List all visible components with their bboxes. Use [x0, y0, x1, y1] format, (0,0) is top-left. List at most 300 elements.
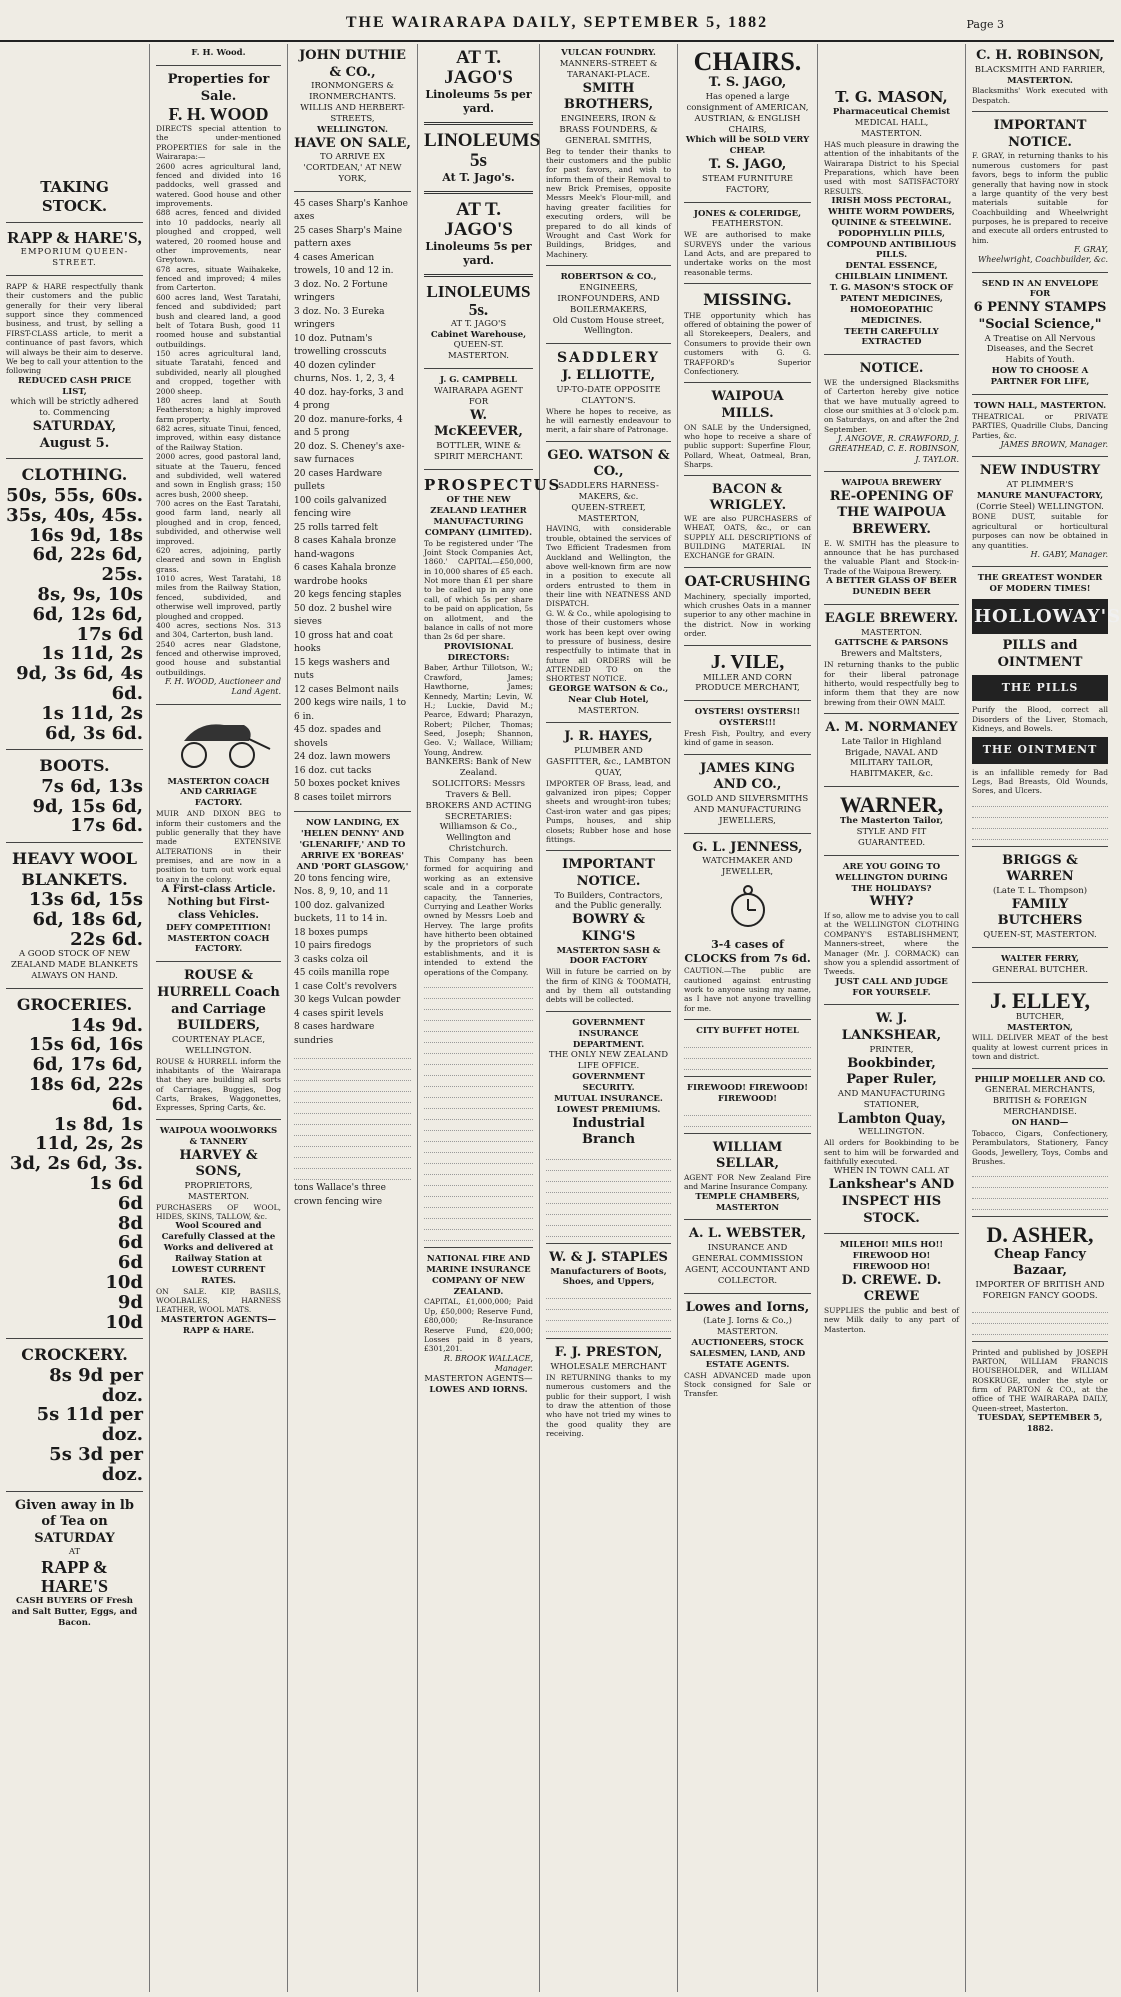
prospectus: PROSPECTUS	[424, 475, 562, 494]
oysters: OYSTERS! OYSTERS!! OYSTERS!!!	[694, 707, 801, 729]
footer-sub: CASH BUYERS OF Fresh and Salt Butter, Eggs, and Bacon.	[11, 1596, 138, 1628]
watson-sub: SADDLERS HARNESS-MAKERS, &c.	[558, 480, 659, 502]
preston-sub: WHOLESALE MERCHANT	[550, 1361, 667, 1372]
lowes-iorns: Lowes and Iorns,	[685, 1299, 810, 1315]
have-on-sale: HAVE ON SALE,	[294, 135, 411, 151]
smith-sub: ENGINEERS, IRON & BRASS FOUNDERS, & GENERAL SMITHS,	[559, 113, 658, 146]
staples: W. & J. STAPLES	[549, 1249, 668, 1265]
stock-item: 20 doz. manure-forks, 4 and 5 prong	[294, 414, 403, 439]
jago-ad-title: LINOLEUMS 5s.	[426, 282, 531, 319]
stock-item: 8 cases Kahala bronze hand-wagons	[294, 536, 397, 560]
stock-item: 40 dozen cylinder churns, Nos. 1, 2, 3, 4	[294, 360, 395, 385]
property-item: 2540 acres near Gladstone, fenced and otherwise improved, good house and substantial outbuildings.	[156, 639, 281, 677]
eagle-sub: MASTERTON.	[860, 627, 923, 638]
treatise: A Treatise on All Nervous Diseases, and the Secret Habits of Youth.	[984, 333, 1096, 366]
hayes-text: IMPORTER OF Brass, lead, and galvanized iron pipes; Copper sheets and wrought-iron tubes; Cast-iron water and gas pipes; Pumps, houses, and ship closets; Rubber hose and hose fittings.	[546, 778, 671, 844]
column-chairs	[678, 44, 818, 1992]
column-robinson	[966, 44, 1121, 1992]
crockery-price: 5s 11d per doz.	[36, 1404, 143, 1446]
duthie-sub2: WILLIS AND HERBERT-STREETS,	[300, 103, 405, 124]
stock-item: 40 doz. hay-forks, 3 and 4 prong	[294, 387, 404, 412]
carriage-illustration	[156, 711, 281, 771]
caution: CAUTION.—The public are cautioned against entrusting work to anyone using my name, as I have not anyone travelling for me.	[684, 966, 811, 1013]
asher-text: IMPORTER OF BRITISH AND FOREIGN FANCY GOODS.	[975, 1279, 1105, 1301]
notice-text: WE the undersigned Blacksmiths of Carterton hereby give notice that we have mutually agreed to close our smithies at 3 o'clock p.m. on Saturdays, on and after the 2nd September.	[824, 377, 959, 434]
column-rapp-hare	[0, 44, 150, 1992]
gray: F. GRAY,	[1073, 245, 1108, 255]
holloway-banner: HOLLOWAY'S	[972, 599, 1108, 634]
prospectus-body: This Company has been formed for acquiring and working as an extensive scale and in a corporate capacity, the Tanneries, Currying and Leather Works owned by Messrs Loeb and Hervey. The large profits have hitherto been obtained by the proprietors of such establishments, and it is intended to extend the operations of the Company.	[424, 855, 533, 977]
duthie-sub1: IRONMONGERS & IRONMERCHANTS.	[309, 81, 396, 103]
elley-text: WILL DELIVER MEAT of the best quality at lowest current prices in town and district.	[972, 1033, 1108, 1062]
grocery-price: 14s 9d.	[70, 1014, 143, 1036]
wool-text: Wool Scoured and Carefully Classed at the Works and delivered at Railway Station at LOWEST CURRENT RATES.	[161, 1221, 276, 1286]
manure: MANURE MANUFACTORY,	[976, 490, 1104, 501]
directors-heading: PROVISIONAL DIRECTORS:	[443, 641, 514, 663]
clothing-price: 35s, 40s, 45s.	[6, 504, 143, 526]
grocery-price: 1s 6d	[88, 1172, 143, 1194]
national-manager: R. BROOK WALLACE, Manager.	[443, 1353, 533, 1373]
new-industry: NEW INDUSTRY	[979, 463, 1101, 479]
warner-sub: The Masterton Tailor,	[839, 816, 944, 827]
normaney: A. M. NORMANEY	[825, 720, 958, 736]
lowes-text: AUCTIONEERS, STOCK SALESMEN, LAND, AND ESTATE AGENTS.	[689, 1337, 806, 1370]
brown: JAMES BROWN, Manager.	[1000, 439, 1108, 449]
watson-text: HAVING, with considerable trouble, obtained the services of Two Efficient Tradesmen from Auckland and Wellington, the above well-known firm are now in a position to execute all orders entrusted to them in their line with NEATNESS AND DISPATCH.	[546, 524, 671, 609]
blanket-note: A GOOD STOCK OF NEW ZEALAND MADE BLANKETS ALWAYS ON HAND.	[10, 949, 139, 982]
walter-ferry: WALTER FERRY,	[1000, 953, 1080, 964]
rouse-text: ROUSE & HURRELL inform the inhabitants of the Wairarapa that they are building all sorts of Carriages, Buggies, Dog Carts, Brakes, Waggonettes, Expresses, Spring Carts, &c.	[156, 1056, 281, 1113]
robertson: ROBERTSON & CO.,	[560, 272, 657, 282]
clothing-price: 50s, 55s, 60s.	[6, 484, 143, 506]
firewood: FIREWOOD! FIREWOOD! FIREWOOD!	[687, 1082, 808, 1104]
stock-item-last: tons Wallace's three crown fencing wire	[294, 1183, 386, 1207]
first-class: A First-class Article.	[161, 884, 276, 896]
stock-item: 100 coils galvanized fencing wire	[294, 495, 387, 520]
bowry-sub: MASTERTON SASH & DOOR FACTORY	[556, 945, 661, 967]
watson-text2: G. W. & Co., while apologising to those of their customers whose work has been kept over owing to pressure of business, desire respectfully to intimate that in future all ORDERS will be ATTENDED TO on the SHORTEST NOTICE.	[546, 608, 671, 684]
mason-text: HAS much pleasure in drawing the attention of the inhabitants of the Wairarapa District to his Special Preparations, which have been used with most SATISFACTORY RESULTS.	[824, 139, 959, 196]
taking-stock-heading: TAKING STOCK.	[40, 178, 109, 216]
column-wood	[150, 44, 288, 1992]
grocery-price: 9d	[117, 1291, 143, 1313]
jago-chairs: T. S. JAGO,	[708, 75, 787, 91]
harvey-text: PURCHASERS OF WOOL, HIDES, SKINS, TALLOW, &c.	[156, 1202, 281, 1221]
watson-hotel-sub: MASTERTON.	[577, 705, 640, 716]
crockery-heading: CROCKERY.	[21, 1345, 128, 1365]
robinson-text: Blacksmiths' Work executed with Despatch.	[972, 86, 1108, 105]
secretaries: BROKERS AND ACTING SECRETARIES: Williamson & Co., Wellington and Christchurch.	[425, 800, 532, 855]
stock-item: 45 coils manilla rope	[294, 968, 390, 979]
moeller-sub: GENERAL MERCHANTS, BRITISH & FOREIGN MERCHANDISE.	[984, 1085, 1096, 1118]
wood-header: F. H. Wood.	[191, 48, 246, 58]
grocery-price: 6d	[117, 1232, 143, 1254]
gov-security: GOVERNMENT SECURITY.	[572, 1072, 645, 1094]
clothing-price: 16s 9d, 18s 6d, 22s 6d, 25s.	[28, 524, 143, 586]
jenness: G. L. JENNESS,	[692, 839, 803, 855]
newspaper-title: THE WAIRARAPA DAILY, SEPTEMBER 5, 1882	[345, 14, 769, 31]
homeopathic: HOMOEOPATHIC MEDICINES.	[849, 304, 934, 326]
stock-item: 24 doz. lawn mowers	[294, 752, 391, 763]
webster: A. L. WEBSTER,	[688, 1226, 807, 1242]
cash-advanced: CASH ADVANCED made upon Stock consigned for Sale or Transfer.	[684, 1370, 811, 1399]
wood-signature: F. H. WOOD, Auctioneer and Land Agent.	[164, 677, 281, 697]
why-text: If so, allow me to advise you to call at the WELLINGTON CLOTHING COMPANY'S ESTABLISHMENT, Manners-street, where the Manager (Mr. J. CORMACK) can show you a splendid assortment of Tweeds.	[824, 911, 959, 977]
rapp-hare-intro: RAPP & HARE respectfully thank their customers and the public generally for their very liberal support since they commenced business, and trust, by selling a FIRST-CLASS article, to merit a continuance of past favors, which will always be their aim to deserve. We beg to call your attention to the following	[6, 281, 143, 376]
robinson-addr: MASTERTON.	[1007, 75, 1073, 86]
column-jago	[418, 44, 562, 1992]
pills-ointment: PILLS and OINTMENT	[997, 637, 1083, 670]
stock-item: 10 pairs firedogs	[294, 941, 372, 952]
page-number: Page 3	[966, 18, 1004, 31]
stock-item: 18 boxes pumps	[294, 927, 368, 938]
property-item: 688 acres, fenced and divided into 10 paddocks, nearly all ploughed and cropped, well watered, 20 roomed house and other improvements, near Greytown.	[156, 208, 281, 265]
bacon-text: WE are also PURCHASERS of WHEAT, OATS, &c., or can SUPPLY ALL DESCRIPTIONS of BUILDING MATERIAL IN EXCHANGE for GRAIN.	[684, 513, 811, 561]
stock-item: 4 cases American trowels, 10 and 12 in.	[294, 252, 394, 277]
stamps: 6 PENNY STAMPS	[973, 300, 1107, 316]
lankshear-city: WELLINGTON.	[858, 1127, 925, 1138]
social-science: "Social Science,"	[978, 316, 1102, 332]
stock-item: 8 cases toilet mirrors	[294, 792, 392, 803]
briggs-warren: BRIGGS & WARREN	[1002, 852, 1078, 885]
smith-text: Beg to tender their thanks to their customers and the public for past favors, and wish to inform them of their Removal to new Brick Premises, opposite Messrs Meek's Flour-mill, and having greater facilities for executing orders, will be prepared to do all kinds of Wrought and Cast Work for Buildings, Bridges, and Machinery.	[546, 146, 671, 259]
mason-sub: Pharmaceutical Chemist	[832, 107, 951, 118]
jago2: T. S. JAGO,	[708, 157, 787, 173]
better-glass: A BETTER GLASS OF BEER	[826, 576, 957, 587]
bankers: BANKERS: Bank of New Zealand.	[425, 757, 532, 779]
national-title: NATIONAL FIRE AND MARINE INSURANCE COMPANY OF NEW ZEALAND.	[426, 1253, 531, 1297]
defy: DEFY COMPETITION!	[166, 922, 271, 933]
stock-item: 45 doz. spades and shovels	[294, 725, 382, 749]
stock-item: 8 cases hardware sundries	[294, 1022, 375, 1046]
dunedin-beer: DUNEDIN BEER	[852, 587, 931, 598]
property-item: 1010 acres, West Taratahi, 18 miles from the Railway Station, fenced, subdivided, and otherwise well improved, partly ploughed and cropped.	[156, 574, 281, 621]
stock-item: 30 kegs Vulcan powder	[294, 995, 401, 1006]
on-sale: ON SALE. KIP, BASILS, WOOLBALES, HARNESS LEATHER, WOOL MATS.	[156, 1286, 281, 1315]
stock-item: 3 casks colza oil	[294, 954, 369, 965]
harvey-footer: MASTERTON AGENTS—RAPP & HARE.	[160, 1314, 277, 1336]
waipoua: WAIPOUA	[711, 389, 784, 405]
foundry-sub: MANNERS-STREET & TARANAKI-PLACE.	[559, 58, 658, 80]
arrive-label: TO ARRIVE EX 'CORTDEAN,' AT NEW YORK,	[303, 152, 402, 184]
imprint: Printed and published by JOSEPH PARTON, WILLIAM FRANCIS HOUSEHOLDER, and WILLIAM ROSKRUGE, under the style or firm of PARTON & CO., at the office of THE WAIRARAPA DAILY, Queen-street, Masterton.	[972, 1347, 1108, 1413]
stock-item: 1 case Colt's revolvers	[294, 981, 397, 992]
plimmer: AT PLIMMER'S	[1006, 479, 1074, 490]
gaby: H. GABY, Manager.	[1030, 549, 1108, 559]
given-away: Given away in lb of Tea on SATURDAY	[15, 1497, 134, 1546]
harvey-sub: PROPRIETORS, MASTERTON.	[184, 1180, 253, 1202]
boots-heading: BOOTS.	[39, 756, 110, 776]
oat-text: Machinery, specially imported, which crushes Oats in a manner superior to any other machine in the district. Now in working order.	[684, 591, 811, 639]
rapp-hare-name: RAPP & HARE'S,	[7, 228, 142, 248]
stock-item: 100 doz. galvanized buckets, 11 to 14 in.	[294, 900, 388, 925]
notice-sub: To Builders, Contractors, and the Public generally.	[554, 890, 663, 912]
stock-item: 12 cases Belmont nails	[294, 684, 399, 695]
jago2-sub: STEAM FURNITURE FACTORY,	[702, 173, 793, 195]
waipoua-mills: MILLS.	[721, 405, 774, 421]
national-firm: LOWES AND IORNS.	[429, 1384, 528, 1395]
lankshear: W. J. LANKSHEAR,	[841, 1011, 942, 1044]
webster-sub: INSURANCE AND GENERAL COMMISSION AGENT, ACCOUNTANT AND COLLECTOR.	[685, 1243, 810, 1286]
jago-ad-sub: AT T. JAGO'S	[450, 318, 507, 329]
duthie-title: JOHN DUTHIE & CO.,	[299, 48, 406, 80]
pills-banner: THE PILLS	[972, 675, 1108, 701]
dental-essence: DENTAL ESSENCE,	[845, 261, 938, 272]
gray-sub: Wheelwright, Coachbuilder, &c.	[978, 255, 1108, 265]
lankshear-shop: Lankshear's AND INSPECT HIS STOCK.	[828, 1177, 955, 1226]
solicitors: SOLICITORS: Messrs Travers & Bell.	[432, 778, 525, 800]
watson-hotel: GEORGE WATSON & Co., Near Club Hotel,	[548, 683, 669, 705]
grocery-price: 8d	[117, 1212, 143, 1234]
industrial-branch: Industrial Branch	[572, 1115, 645, 1148]
teeth: TEETH CAREFULLY EXTRACTED	[844, 326, 939, 348]
stock-item: 6 cases Kahala bronze wardrobe hooks	[294, 563, 397, 587]
lankshear-text: All orders for Bookbinding to be sent to him will be forwarded and faithfully executed.	[824, 1138, 959, 1167]
stock-item: 4 cases spirit levels	[294, 1008, 384, 1019]
grocery-price: 6d	[117, 1192, 143, 1214]
jago-ad-sub: Linoleums 5s per yard.	[425, 239, 532, 267]
eagle-brewery: EAGLE BREWERY.	[824, 610, 959, 626]
gattsche: GATTSCHE & PARSONS	[834, 638, 949, 649]
when-in-town: WHEN IN TOWN CALL AT	[833, 1166, 950, 1177]
greatest-wonder: THE GREATEST WONDER OF MODERN TIMES!	[977, 573, 1103, 595]
mckeever: W. McKEEVER,	[434, 407, 523, 440]
jones-sub: FEATHERSTON.	[711, 219, 784, 230]
saddlery: SADDLERY	[557, 350, 660, 367]
lankshear-sub: PRINTER,	[869, 1044, 914, 1055]
coach-factory: MASTERTON COACH FACTORY.	[167, 933, 270, 955]
wood-name: F. H. WOOD	[168, 104, 269, 125]
chilblain: CHILBLAIN LINIMENT.	[835, 272, 948, 283]
brewery-title: RE-OPENING OF THE WAIPOUA BREWERY.	[829, 488, 954, 538]
jones-coleridge: JONES & COLERIDGE,	[693, 208, 802, 219]
clock-illustration	[684, 884, 811, 932]
oyster-text: Fresh Fish, Poultry, and every kind of game in season.	[684, 729, 811, 748]
rapp-hare-address: EMPORIUM QUEEN-STREET.	[20, 247, 129, 269]
elley-addr: MASTERTON,	[1007, 1022, 1073, 1033]
bowry-king: BOWRY & KING'S	[571, 912, 646, 944]
wood-intro: DIRECTS special attention to the under-mentioned PROPERTIES for sale in the Wairarapa:—	[156, 124, 281, 162]
foundry-title: VULCAN FOUNDRY.	[561, 48, 656, 58]
list-date: SATURDAY, August 5.	[32, 419, 117, 451]
clothing-price: 1s 11d, 2s 9d, 3s 6d, 4s 6d.	[16, 643, 143, 704]
stock-item: 25 rolls tarred felt	[294, 522, 378, 533]
bone-dust: BONE DUST, suitable for agricultural or horticultural purposes can now be obtained in any quantities.	[972, 512, 1108, 550]
mckeever-sub: BOTTLER, WINE & SPIRIT MERCHANT.	[434, 441, 523, 462]
sellar-sub: AGENT FOR New Zealand Fire and Marine Insurance Company.	[684, 1172, 811, 1192]
robinson: C. H. ROBINSON,	[976, 48, 1104, 63]
waipoua-text: ON SALE by the Undersigned, who hope to receive a share of public support: Superfine Flour, Pollard, Wheat, Oatmeal, Bran, Sharps.	[684, 422, 811, 470]
partner: HOW TO CHOOSE A PARTNER FOR LIFE,	[990, 366, 1090, 388]
warner-text: STYLE AND FIT GUARANTEED.	[856, 827, 927, 848]
stock-item: 15 kegs washers and nuts	[294, 657, 390, 682]
gattsche-text: IN returning thanks to the public for their liberal patronage hitherto, would respectfully beg to inform them that they are now brewing from their OWN MALT.	[824, 660, 959, 707]
property-item: 2000 acres, good pastoral land, situate at the Taueru, fenced and subdivided, well watered and sown in English grass; 150 acres bush, 2000 sheep.	[156, 452, 281, 499]
lankshear-mfg: AND MANUFACTURING STATIONER,	[837, 1088, 946, 1110]
stock-item: 20 kegs fencing staples	[294, 590, 402, 601]
milehoi: MILEHOI! MILS HO!!	[839, 1240, 944, 1251]
jago-ad-title: LINOLEUMS 5s	[424, 130, 541, 171]
campbell: J. G. CAMPBELL	[440, 375, 517, 386]
chairs-heading: CHAIRS.	[693, 47, 802, 76]
property-item: 682 acres, situate Tinui, fenced, improved, within easy distance of the Railway Station.	[156, 424, 281, 452]
stock-item: 3 doz. No. 3 Eureka wringers	[294, 306, 385, 331]
grocery-price: 10d	[105, 1311, 143, 1333]
smiths: J. ANGOVE, R. CRAWFORD, J. GREATHEAD, C. E. ROBINSON, J. TAYLOR.	[828, 434, 959, 464]
stock-item: 10 gross hat and coat hooks	[294, 630, 393, 655]
ointment-text: is an infallible remedy for Bad Legs, Bad Breasts, Old Wounds, Sores, and Ulcers.	[972, 767, 1108, 796]
clothing-heading: CLOTHING.	[21, 465, 128, 485]
crockery-price: 8s 9d per doz.	[49, 1364, 143, 1406]
hand-list: Tobacco, Cigars, Confectionery, Perambulators, Stationery, Fancy Goods, Jewellery, Toys, Combs and Brushes.	[972, 1128, 1108, 1167]
city-buffet: CITY BUFFET HOTEL	[696, 1026, 799, 1037]
gov-insurance: GOVERNMENT INSURANCE DEPARTMENT.	[572, 1017, 645, 1050]
campbell-for: FOR	[468, 396, 489, 407]
list-sub: which will be strictly adhered to. Commencing	[10, 397, 139, 419]
jago-address: QUEEN-ST. MASTERTON.	[447, 340, 510, 362]
pills-text: Purify the Blood, correct all Disorders of the Liver, Stomach, Kidneys, and Bowels.	[972, 705, 1108, 734]
jones-text: WE are authorised to make SURVEYS under the various Land Acts, and are prepared to undertake works on the most reasonable terms.	[684, 230, 811, 277]
ointment-banner: THE OINTMENT	[972, 737, 1108, 763]
theatre: THEATRICAL or PRIVATE PARTIES, Quadrille Clubs, Dancing Parties, &c.	[972, 411, 1108, 440]
jago-ad-title: AT T. JAGO'S	[444, 198, 513, 240]
vile-sub: MILLER AND CORN PRODUCE MERCHANT,	[695, 672, 800, 694]
coach-title: MASTERTON COACH AND CARRIAGE FACTORY.	[167, 776, 270, 809]
briggs-sub: (Late T. L. Thompson)	[992, 885, 1088, 896]
coach-text: MUIR AND DIXON BEG to inform their customers and the public generally that they have made EXTENSIVE ALTERATIONS in their premises, and are now in a position to turn out work equal to any in the colony.	[156, 809, 281, 884]
town-hall: TOWN HALL, MASTERTON.	[973, 400, 1107, 411]
gov-sub: THE ONLY NEW ZEALAND LIFE OFFICE.	[548, 1050, 669, 1072]
gattsche-sub: Brewers and Maltsters,	[840, 649, 943, 660]
blanket-price: 13s 6d, 15s 6d, 18s 6d, 22s 6d.	[28, 889, 143, 950]
podophyllin: PODOPHYLLIN PILLS, COMPOUND ANTIBILIOUS PILLS.	[826, 228, 957, 261]
hayes: J. R. HAYES,	[564, 729, 653, 745]
stock-item: 3 doz. No. 2 Fortune wringers	[294, 279, 388, 304]
why: WHY?	[869, 894, 914, 910]
imprint-date: TUESDAY, SEPTEMBER 5, 1882.	[977, 1413, 1103, 1435]
property-item: 2600 acres agricultural land, fenced and divided into 16 paddocks, well grassed and watered. Good house and other improvements.	[156, 161, 281, 209]
jago-ad-sub: At T. Jago's.	[442, 170, 515, 184]
vile: J. VILE,	[710, 650, 785, 673]
brewery-text: E. W. SMITH has the pleasure to announce that he has purchased the valuable Plant and Stock-in-Trade of the Waipoua Brewery.	[824, 538, 959, 576]
column-mason	[818, 44, 966, 1992]
prospectus-text: To be registered under 'The Joint Stock Companies Act, 1860.' CAPITAL—£50,000, in 10,000 shares of £5 each. Not more than £1 per share to be called up in any one call, of which 5s per share to be paid on application, 5s on allotment, and the balance in calls of not more than 2s 6d per share.	[424, 538, 533, 642]
moeller: PHILIP MOELLER AND CO.	[974, 1074, 1106, 1085]
temple-chambers: TEMPLE CHAMBERS, MASTERTON	[695, 1191, 800, 1213]
hayes-sub: PLUMBER AND GASFITTER, &c., LAMBTON QUAY,	[546, 746, 671, 778]
property-item: 600 acres land, West Taratahi, fenced and subdivided; part bush and cleared land, a good belt of Totara Bush, good 11 roomed house and substantial outbuildings.	[156, 292, 281, 349]
mason-hall: MEDICAL HALL, MASTERTON.	[854, 118, 929, 139]
rouse-sub: COURTENAY PLACE, WELLINGTON.	[171, 1034, 266, 1056]
stock-item: 45 cases Sharp's Kanhoe axes	[294, 198, 408, 223]
elley: J. ELLEY,	[989, 987, 1091, 1013]
king-sub: GOLD AND SILVERSMITHS AND MANUFACTURING JEWELLERS,	[686, 794, 809, 826]
rouse-title: ROUSE & HURRELL Coach and Carriage BUILDERS,	[157, 968, 280, 1034]
robertson-sub: ENGINEERS, IRONFOUNDERS, AND BOILERMAKERS,	[557, 282, 660, 315]
robinson-sub: BLACKSMITH AND FARRIER,	[974, 64, 1106, 75]
jago-chairs-sub: Has opened a large consignment of AMERICAN, AUSTRIAN, & ENGLISH CHAIRS,	[686, 91, 809, 135]
lowes-sub: (Late J. Iorns & Co.,) MASTERTON.	[703, 1316, 792, 1338]
missing: MISSING.	[703, 290, 792, 310]
duthie-sub3: WELLINGTON.	[317, 124, 388, 135]
clothing-price: 1s 11d, 2s 6d, 3s 6d.	[41, 702, 143, 744]
family-butchers: FAMILY BUTCHERS	[997, 896, 1083, 929]
at-label: AT	[68, 1547, 81, 1558]
jago-ad-title: AT T. JAGO'S	[444, 47, 513, 88]
now-landing: NOW LANDING, EX 'HELEN DENNY' AND 'GLENARIFF,' AND TO ARRIVE EX 'BOREAS' AND 'PORT GLASGOW,'	[296, 818, 409, 872]
watson-addr: QUEEN-STREET, MASTERTON,	[571, 502, 646, 524]
campbell-sub: WAIRARAPA AGENT	[434, 386, 523, 397]
masthead	[0, 0, 1114, 42]
column-foundry	[540, 44, 678, 1992]
asher: D. ASHER,	[986, 1222, 1094, 1248]
stock-item: 20 cases Hardware pullets	[294, 468, 383, 493]
nothing-but: Nothing but First-class Vehicles.	[167, 897, 270, 921]
stock-item: 200 kegs wire nails, 1 to 6 in.	[294, 698, 407, 722]
quinine: QUININE & STEELWINE.	[831, 217, 952, 228]
elliotte: J. ELLIOTTE,	[561, 368, 656, 384]
ferry-sub: GENERAL BUTCHER.	[992, 964, 1088, 975]
stock-item: 16 doz. cut tacks	[294, 765, 372, 776]
warner: WARNER,	[839, 792, 944, 818]
footer-firm: RAPP & HARE'S	[40, 1557, 109, 1597]
reduced-price-list: REDUCED CASH PRICE LIST,	[17, 375, 132, 397]
envelope: SEND IN AN ENVELOPE FOR	[981, 278, 1099, 300]
property-item: 150 acres agricultural land, situate Taratahi, fenced and subdivided, nearly all ploughed and cropped, together with 2000 sheep.	[156, 349, 281, 396]
stock-item: 20 tons fencing wire, Nos. 8, 9, 10, and 11	[294, 873, 391, 898]
property-item: 700 acres on the East Taratahi, good farm land, nearly all ploughed and in crop, fenced, subdivided, and otherwise well improved.	[156, 499, 281, 546]
on-hand: ON HAND—	[1011, 1118, 1069, 1129]
white-worm: WHITE WORM POWDERS,	[828, 206, 955, 217]
groceries-heading: GROCERIES.	[16, 995, 133, 1015]
preston: F. J. PRESTON,	[554, 1345, 663, 1361]
james-king: JAMES KING AND CO.,	[700, 760, 795, 793]
stock-item: 50 doz. 2 bushel wire sieves	[294, 603, 392, 628]
prospectus-sub: OF THE NEW ZEALAND LEATHER MANUFACTURING COMPANY (LIMITED).	[424, 495, 533, 538]
elliotte-text: Where he hopes to receive, as he will earnestly endeavour to merit, a fair share of Patronage.	[546, 406, 671, 435]
gov-lowest: LOWEST PREMIUMS.	[556, 1104, 661, 1115]
property-item: 400 acres, sections Nos. 313 and 304, Carterton, bush land.	[156, 620, 281, 640]
bowry-text: Will in future be carried on by the firm of KING & TOOMATH, and by them all outstanding debts will be collected.	[546, 967, 671, 1005]
irish-moss: IRISH MOSS PECTORAL,	[831, 196, 952, 207]
jenness-sub: WATCHMAKER AND JEWELLER,	[702, 856, 793, 878]
jago-chairs-text: Which will be SOLD VERY CHEAP.	[685, 135, 810, 157]
important-notice: IMPORTANT NOTICE.	[993, 118, 1087, 150]
stock-item: 25 cases Sharp's Maine pattern axes	[294, 225, 403, 250]
waipoua-woolworks: WAIPOUA WOOLWORKS & TANNERY	[159, 1125, 278, 1147]
manure-sub: (Corrie Steel) WELLINGTON.	[976, 501, 1104, 512]
waipoua-brewery: WAIPOUA BREWERY	[841, 477, 942, 488]
lankshear-addr: Lambton Quay,	[837, 1109, 946, 1127]
staples-sub: Manufacturers of Boots, Shoes, and Uppers,	[550, 1266, 667, 1288]
elley-sub: BUTCHER,	[1015, 1011, 1065, 1022]
stock-item: 20 doz. S. Cheney's axe-saw furnaces	[294, 441, 405, 466]
properties-title: Properties for Sale.	[167, 71, 270, 104]
crewe-text: SUPPLIES the public and best of new Milk daily to any part of Masterton.	[824, 1306, 959, 1334]
robertson-addr: Old Custom House street, Wellington.	[552, 315, 665, 337]
lankshear-title: Bookbinder, Paper Ruler,	[846, 1055, 937, 1088]
national-agents: MASTERTON AGENTS—	[424, 1374, 533, 1385]
crockery-price: 5s 3d per doz.	[49, 1443, 143, 1485]
wellington-holidays: ARE YOU GOING TO WELLINGTON DURING THE HOLIDAYS?	[835, 861, 948, 894]
blankets-heading: HEAVY WOOL BLANKETS.	[11, 849, 138, 889]
boots-price: 7s 6d, 13s 9d, 15s 6d, 17s 6d.	[32, 775, 143, 837]
directors-list: Baber, Arthur Tillotson, W.; Crawford, James; Hawthorne, James; Kennedy, Martin; Levin, W. H.; Luckie, David M.; Pearce, Edward; Pharazyn, Robert; Pilcher, Thomas; Seed, Joseph; Shannon, Geo. V.; Wallace, William; Young, Andrew.	[424, 663, 533, 757]
bacon-wrigley: BACON & WRIGLEY.	[709, 481, 786, 514]
sellar: WILLIAM SELLAR,	[712, 1139, 783, 1172]
firewood-ho: FIREWOOD HO! FIREWOOD HO!	[852, 1251, 931, 1272]
national-text: CAPITAL, £1,000,000; Paid Up, £50,000; Reserve Fund, £80,000; Re-Insurance Reserve Fund, £20,000; Losses paid in 8 years, £301,201.	[424, 1297, 533, 1354]
